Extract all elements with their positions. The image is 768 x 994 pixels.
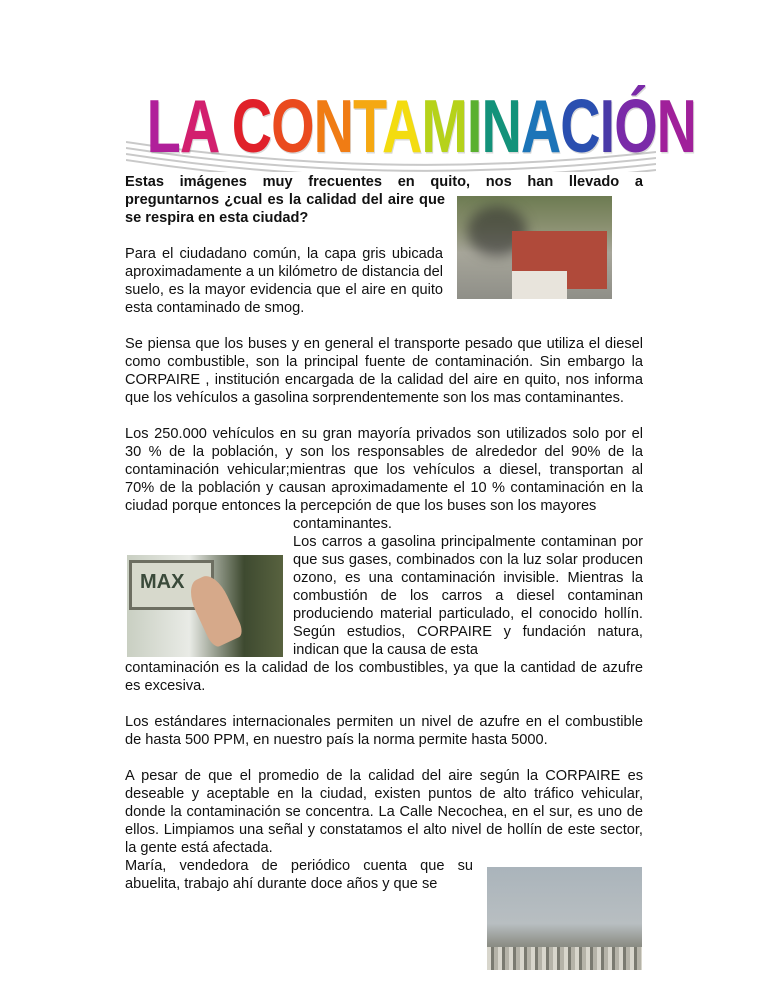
title-letter: I bbox=[466, 84, 482, 169]
paragraph-maria: María, vendedora de periódico cuenta que su abuelita, trabajo ahí durante doce años y que se bbox=[125, 858, 473, 892]
paragraph-azufre: Los estándares internacionales permiten un nivel de azufre en el combustible de hasta 500 PPM, en nuestro país la norma permite hasta 5000. bbox=[125, 714, 643, 748]
title-letter: A bbox=[520, 84, 561, 169]
sign-text: MAX bbox=[129, 560, 214, 610]
title-letter: O bbox=[271, 84, 314, 169]
title-letter: C bbox=[231, 84, 272, 169]
title-letter: A bbox=[381, 84, 422, 169]
title-letter bbox=[217, 85, 232, 169]
paragraph-buses: Se piensa que los buses y en general el transporte pesado que utiliza el diesel como combustible, son la principal fuente de contaminación. Sin embargo la CORPAIRE , institución encargada de la calidad del aire en quito, nos informa que los vehículos a gasolina sorprendentemente son los mas contaminantes. bbox=[125, 336, 643, 406]
title-letter: M bbox=[421, 84, 467, 169]
paragraph-vehiculos: Los 250.000 vehículos en su gran mayoría privados son utilizados solo por el 30 % de la población, y son los responsables de alrededor del 90% de la contaminación vehicular;mientras que los vehículos a diesel, transportan al 70% de la población y causan aproximadamente el 10 % contaminación en la ciudad porque entonces la percepción de que los buses son los mayores bbox=[125, 426, 643, 514]
hand-sign-photo bbox=[127, 555, 283, 657]
truck-smoke-photo bbox=[457, 196, 612, 299]
title-letter: C bbox=[560, 84, 600, 169]
paragraph-necochea: A pesar de que el promedio de la calidad del aire según la CORPAIRE es deseable y aceptable en la ciudad, existen puntos de alto tráfico vehicular, donde la contaminación se concentra. La Calle Necochea, en el sur, es uno de ellos. Limpiamos una señal y constatamos el alto nivel de hollín de este sector, la gente está afectada. bbox=[125, 768, 643, 856]
intro-question: preguntarnos ¿cual es la calidad del aire que se respira en esta ciudad? bbox=[125, 192, 445, 226]
title-letter: N bbox=[313, 84, 353, 169]
title-letter: N bbox=[656, 84, 697, 169]
title-letter: I bbox=[599, 84, 615, 169]
title-letter: Ó bbox=[614, 84, 657, 169]
intro-line-1: Estas imágenes muy frecuentes en quito, nos han llevado a bbox=[125, 174, 643, 190]
paragraph-gasolina-end: contaminación es la calidad de los combustibles, ya que la cantidad de azufre es excesiva. bbox=[125, 660, 643, 694]
title-letter: N bbox=[481, 84, 521, 169]
paragraph-capa-gris: Para el ciudadano común, la capa gris ubicada aproximadamente a un kilómetro de distancia del suelo, es la mayor evidencia que el aire en quito esta contaminado de smog. bbox=[125, 246, 443, 316]
title-wordart bbox=[126, 84, 697, 172]
title-letter: T bbox=[352, 84, 382, 169]
paragraph-vehiculos-end: contaminantes. bbox=[293, 516, 392, 532]
title-letter: A bbox=[179, 84, 218, 169]
title-text bbox=[147, 83, 696, 171]
city-smog-photo bbox=[487, 867, 642, 970]
title-letter: L bbox=[146, 84, 180, 169]
paragraph-gasolina: Los carros a gasolina principalmente contaminan por que sus gases, combinados con la luz solar producen ozono, es una contaminación invisible. Mientras la combustión de los carros a diesel contaminan produciendo material particulado, el conocido hollín. Según estudios, CORPAIRE y fundación natura, indican que la causa de esta bbox=[293, 534, 643, 658]
